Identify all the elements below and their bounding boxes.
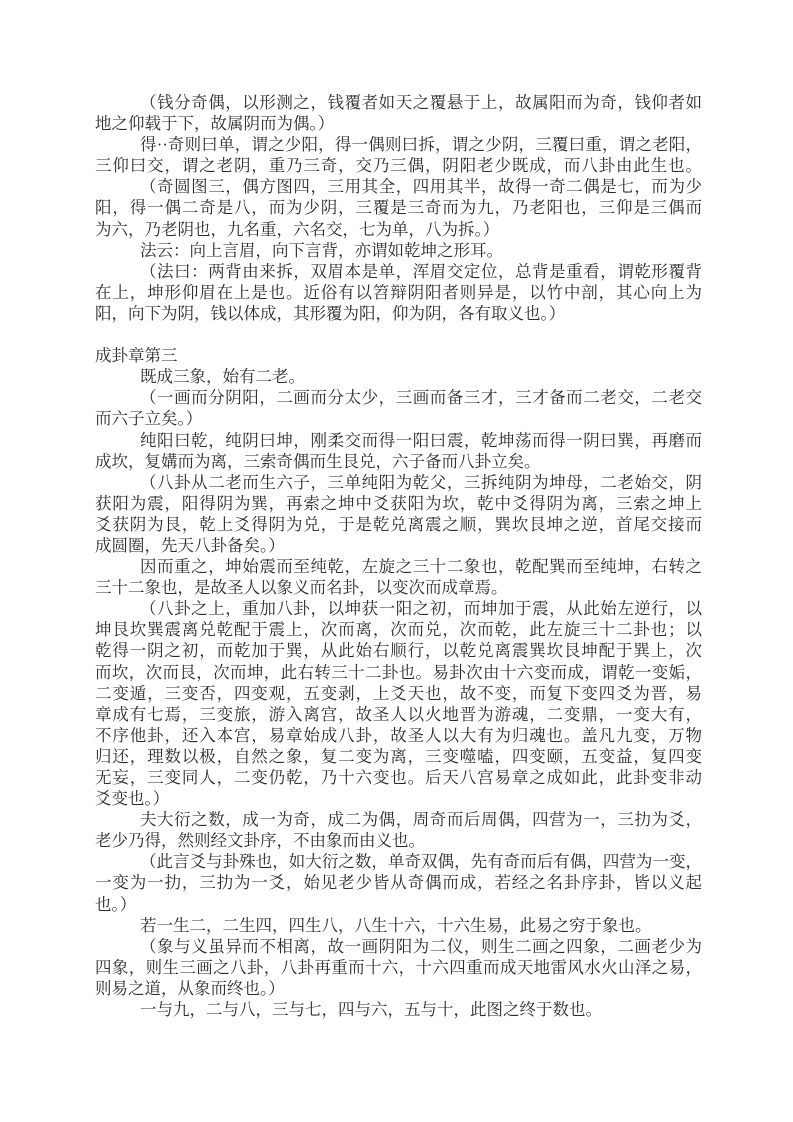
text-line: 纯阳曰乾，纯阴曰坤，刚柔交而得一阳曰震，乾坤荡而得一阴曰巽，再磨而 [140,430,702,450]
section-heading: 成卦章第三 [95,346,178,366]
text-line: 而六子立矣。） [95,409,203,429]
text-line: （一画而分阴阳，二画而分太少，三画而备三才，三才备而二老交，二老交 [140,388,702,408]
text-line: 地之仰载于下，故属阴而为偶。） [95,114,335,134]
text-line: 成坎，复媾而为离，三索奇偶而生艮兑，六子备而八卦立矣。 [95,451,541,471]
text-line: 爻变也。） [95,789,170,809]
text-line: 则易之道，从象而终也。） [95,978,285,998]
text-line: （法曰：两背由来拆，双眉本是单，浑眉交定位，总背是重看，谓乾形覆背 [140,261,702,281]
text-line: 法云：向上言眉，向下言背，亦谓如乾坤之形耳。 [140,240,503,260]
text-line: 成圆圈，先天八卦备矣。） [95,535,285,555]
text-line: 一与九，二与八，三与七，四与六，五与十，此图之终于数也。 [140,1000,602,1020]
text-line: 既成三象，始有二老。 [140,367,305,387]
text-line: 阳，得一偶二奇是八，而为少阴，三覆是三奇而为九，乃老阳也，三仰是三偶而 [95,198,702,218]
text-line: （象与义虽异而不相离，故一画阴阳为二仪，则生二画之四象，二画老少为 [140,936,702,956]
text-line: （此言爻与卦殊也，如大衍之数，单奇双偶，先有奇而后有偶，四营为一变， [140,852,702,872]
text-line: 乾得一阴之初，而乾加于巽，从此始右顺行，以乾兑离震巽坎艮坤配于巽上，次 [95,641,702,661]
text-line: 也。） [95,894,137,914]
text-block [95,92,702,1020]
text-line: 为六，乃老阴也，九名重，六名交，七为单，八为拆。） [95,219,500,239]
text-line: 章成有七焉，三变旅，游入离宫，故圣人以火地晋为游魂，二变鼎，一变大有， [95,704,702,724]
text-line: 无妄，三变同人，二变仍乾，乃十六变也。后天八宫易章之成如此，此卦变非动 [95,768,702,787]
text-line: 在上，坤形仰眉在上是也。近俗有以笤辩阴阳者则异是，以竹中剖，其心向上为 [95,282,702,302]
blank-line [95,324,702,345]
text-line: 四象，则生三画之八卦，八卦再重而十六，十六四重而成天地雷风水火山泽之易， [95,957,702,977]
text-line: （钱分奇偶，以形测之，钱覆者如天之覆悬于上，故属阳而为奇，钱仰者如 [140,93,702,112]
text-line: 三十二象也，是故圣人以象义而名卦，以变次而成章焉。 [95,578,508,598]
text-line: 一变为一扐，三扐为一爻，始见老少皆从奇偶而成，若经之名卦序卦，皆以义起 [95,873,702,893]
text-line: （八卦之上，重加八卦，以坤获一阳之初，而坤加于震，从此始左逆行，以 [140,599,702,619]
text-line: （八卦从二老而生六子，三单纯阳为乾父，三拆纯阴为坤母，二老始交，阴 [140,472,702,492]
text-line: 因而重之，坤始震而至纯乾，左旋之三十二象也，乾配巽而至纯坤，右转之 [140,557,702,577]
text-line: 爻获阴为艮，乾上爻得阴为兑，于是乾兑离震之顺，巽坎艮坤之逆，首尾交接而 [95,514,702,534]
text-line: 坤艮坎巽震离兑乾配于震上，次而离，次而兑，次而乾，此左旋三十二卦也；以 [95,620,702,640]
text-line: 若一生二，二生四，四生八，八生十六，十六生易，此易之穷于象也。 [140,915,652,935]
text-line: 归还，理数以极，自然之象，复二变为离，三变噬嗑，四变颐，五变益，复四变 [95,746,702,766]
text-line: 老少乃得，然则经文卦序，不由象而由义也。 [95,831,425,851]
text-line: 获阳为震，阳得阴为巽，再索之坤中爻获阳为坎，乾中爻得阴为离，三索之坤上 [95,493,702,513]
text-line: 得··奇则曰单，谓之少阳，得一偶则曰拆，谓之少阴，三覆曰重，谓之老阳， [140,135,702,155]
text-line: 夫大衍之数，成一为奇，成二为偶，周奇而后周偶，四营为一，三扐为爻， [140,810,702,830]
text-line: 而坎，次而艮，次而坤，此右转三十二卦也。易卦次由十六变而成，谓乾一变姤， [95,662,702,682]
text-line: 二变遁，三变否，四变观，五变剥，上爻天也，故不变，而复下变四爻为晋，易 [95,683,702,703]
text-line: 三仰曰交，谓之老阴，重乃三奇，交乃三偶，阴阳老少既成，而八卦由此生也。 [95,156,702,176]
text-line: 阳，向下为阴，钱以体成，其形覆为阳，仰为阴，各有取义也。） [95,303,566,323]
text-line: （奇圆图三，偶方图四，三用其全，四用其半，故得一奇二偶是七，而为少 [140,177,702,197]
text-line: 不序他卦，还入本宫，易章始成八卦，故圣人以大有为归魂也。盖凡九变，万物 [95,725,702,745]
